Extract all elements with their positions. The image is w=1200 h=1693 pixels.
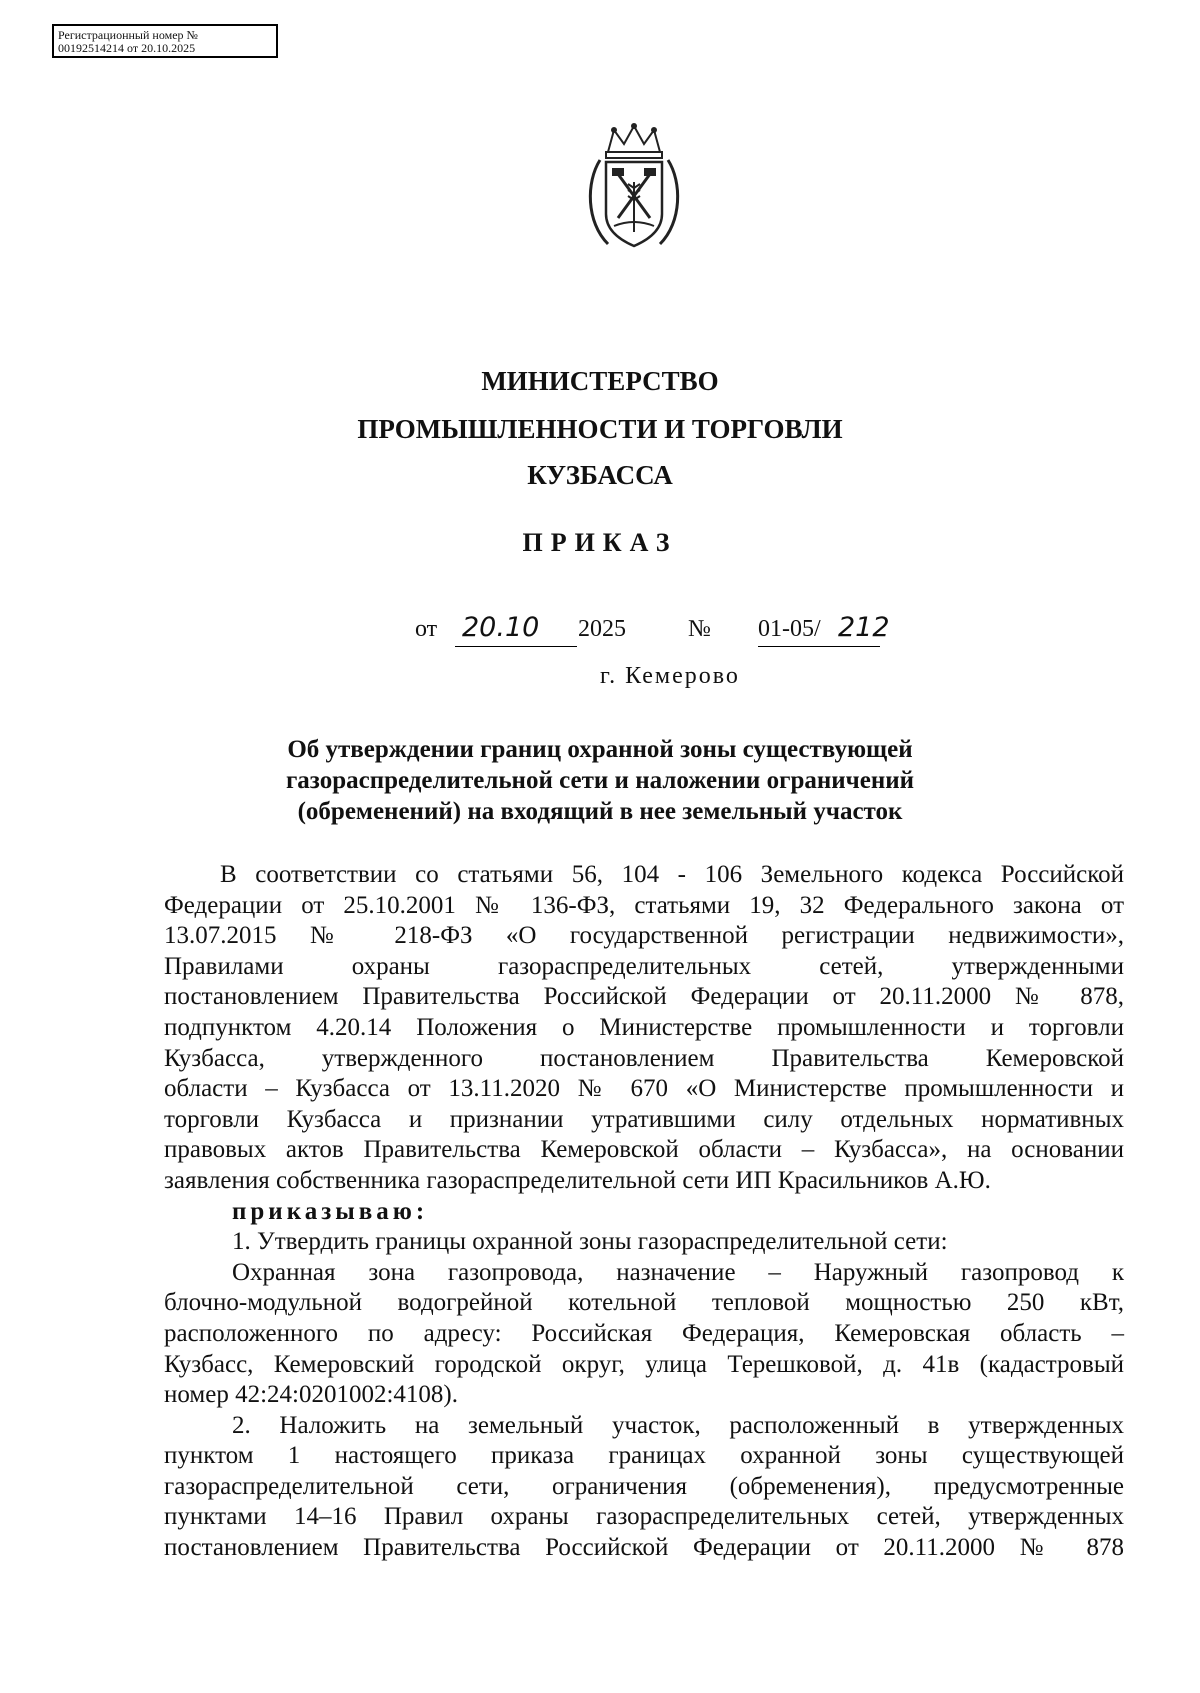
order-word: приказываю: [232,1197,429,1225]
item-2-line: пунктом 1 настоящего приказа границах охранной зоны существующей [164,1442,1124,1470]
document-type: ПРИКАЗ [522,528,678,557]
item-1-line: номер 42:24:0201002:4108). [164,1381,458,1409]
handwritten-date: 20.10 [462,612,540,643]
preamble-line: области – Кузбасса от 13.11.2020 № 670 «О Министерстве промышленности и [164,1075,1124,1103]
date-prefix: от [415,616,438,642]
org-name-line-1: МИНИСТЕРСТВО [481,366,719,396]
preamble-line: торговли Кузбасса и признании утратившими силу отдельных нормативных [164,1105,1124,1133]
item-2-line: газораспределительной сети, ограничения (обременения), предусмотренные [164,1472,1124,1500]
preamble-line: правовых актов Правительства Кемеровской области – Кузбасса», на основании [164,1136,1124,1164]
document-title-line-1: Об утверждении границ охранной зоны существующей [287,736,913,763]
item-1-line: Кузбасс, Кемеровский городской округ, улица Терешковой, д. 41в (кадастровый [164,1350,1124,1378]
preamble-line: постановлением Правительства Российской Федерации от 20.11.2000 № 878, [164,983,1124,1011]
registration-line-1: Регистрационный номер № [58,28,198,42]
handwritten-number: 212 [838,612,890,643]
document-body [164,860,1124,1564]
number-underline [758,646,880,647]
document-number-prefix: 01-05/ [758,616,821,642]
org-name-line-2: ПРОМЫШЛЕННОСТИ И ТОРГОВЛИ [357,414,843,444]
item-2-line: 2. Наложить на земельный участок, расположенный в утвержденных [232,1411,1124,1439]
preamble-line: Правилами охраны газораспределительных сетей, утвержденными [164,952,1124,980]
preamble-line: 13.07.2015 № 218-ФЗ «О государственной регистрации недвижимости», [164,922,1124,950]
preamble-line: Кузбасса, утвержденного постановлением Правительства Кемеровской [164,1044,1124,1072]
item-2-line: пунктами 14–16 Правил охраны газораспределительных сетей, утвержденных [164,1503,1124,1531]
item-1-line: Охранная зона газопровода, назначение – Наружный газопровод к [232,1258,1124,1286]
kuzbass-coat-of-arms-icon [578,122,690,256]
date-underline [455,646,577,647]
preamble-line: В соответствии со статьями 56, 104 - 106 Земельного кодекса Российской [220,861,1124,888]
city: г. Кемерово [600,663,740,689]
item-1-line: расположенного по адресу: Российская Федерация, Кемеровская область – [164,1319,1124,1347]
document-title-line-2: газораспределительной сети и наложении ограничений [285,767,915,794]
document-title-line-3: (обременений) на входящий в нее земельный участок [297,798,903,825]
item-2-line: постановлением Правительства Российской Федерации от 20.11.2000 № 878 [164,1534,1124,1562]
registration-stamp [52,24,278,58]
item-1-heading: 1. Утвердить границы охранной зоны газораспределительной сети: [232,1228,948,1256]
number-sign: № [688,616,711,642]
registration-line-2: 00192514214 от 20.10.2025 [58,41,196,55]
date-number-line [0,612,1200,648]
preamble-line: подпунктом 4.20.14 Положения о Министерстве промышленности и торговли [164,1013,1124,1041]
org-name-line-3: КУЗБАССА [527,460,673,490]
item-1-line: блочно-модульной водогрейной котельной тепловой мощностью 250 кВт, [164,1289,1124,1317]
preamble-line: заявления собственника газораспределительной сети ИП Красильников А.Ю. [164,1166,991,1194]
date-year: 2025 [578,616,626,642]
preamble-line: Федерации от 25.10.2001 № 136-ФЗ, статьями 19, 32 Федерального закона от [164,891,1124,919]
